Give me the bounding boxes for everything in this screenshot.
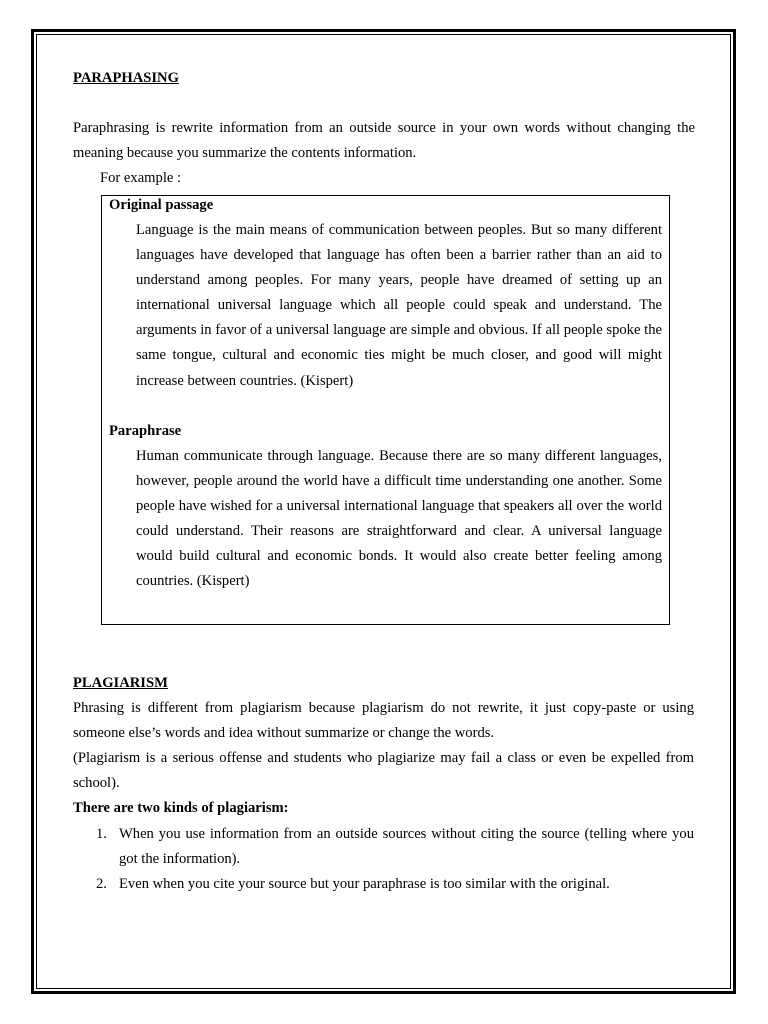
list-item — [73, 822, 694, 872]
list-item-number: 1. — [96, 825, 107, 842]
plagiarism-heading: PLAGIARISM — [73, 675, 168, 691]
paraphrasing-section — [73, 66, 695, 191]
plagiarism-definition: Phrasing is different from plagiarism because plagiarism do not rewrite, it just copy-paste or using someone else’s words and idea without summarize or change the words. — [73, 700, 694, 742]
paraphrase-text: Human communicate through language. Because there are so many different languages, however, people around the world have a difficult time understanding one another. Some people have wished for a universal international language that speakers all over the world could understand. Their reasons are straightforward and clear. A universal language would build cultural and economic bonds. It would also create better feeling among countries. (Kispert) — [136, 448, 662, 590]
plagiarism-kinds-list — [73, 822, 694, 897]
paraphrase-label: Paraphrase — [109, 423, 182, 439]
example-box — [101, 195, 670, 625]
original-passage-label: Original passage — [109, 197, 214, 213]
paraphrasing-definition: Paraphrasing is rewrite information from an outside source in your own words without changing the meaning because you summarize the contents information. — [73, 120, 695, 162]
paraphrasing-heading: PARAPHASING — [73, 70, 179, 86]
plagiarism-kinds-title: There are two kinds of plagiarism: — [73, 800, 289, 817]
plagiarism-warning: (Plagiarism is a serious offense and students who plagiarize may fail a class or even be expelled from school). — [73, 750, 694, 792]
list-item-number: 2. — [96, 875, 107, 892]
plagiarism-section — [73, 671, 694, 897]
example-intro: For example : — [100, 170, 182, 187]
list-item-text: When you use information from an outside sources without citing the source (telling where you got the information). — [119, 825, 694, 867]
list-item — [73, 872, 694, 897]
original-passage-text: Language is the main means of communication between peoples. But so many different languages have developed that language has often been a barrier rather than an aid to understand among peoples. For many years, people have dreamed of setting up an international universal language which all people could speak and understand. The arguments in favor of a universal language are simple and obvious. If all people spoke the same tongue, cultural and economic ties might be much closer, and good will might increase between countries. (Kispert) — [136, 222, 662, 389]
list-item-text: Even when you cite your source but your paraphrase is too similar with the original. — [119, 875, 610, 892]
